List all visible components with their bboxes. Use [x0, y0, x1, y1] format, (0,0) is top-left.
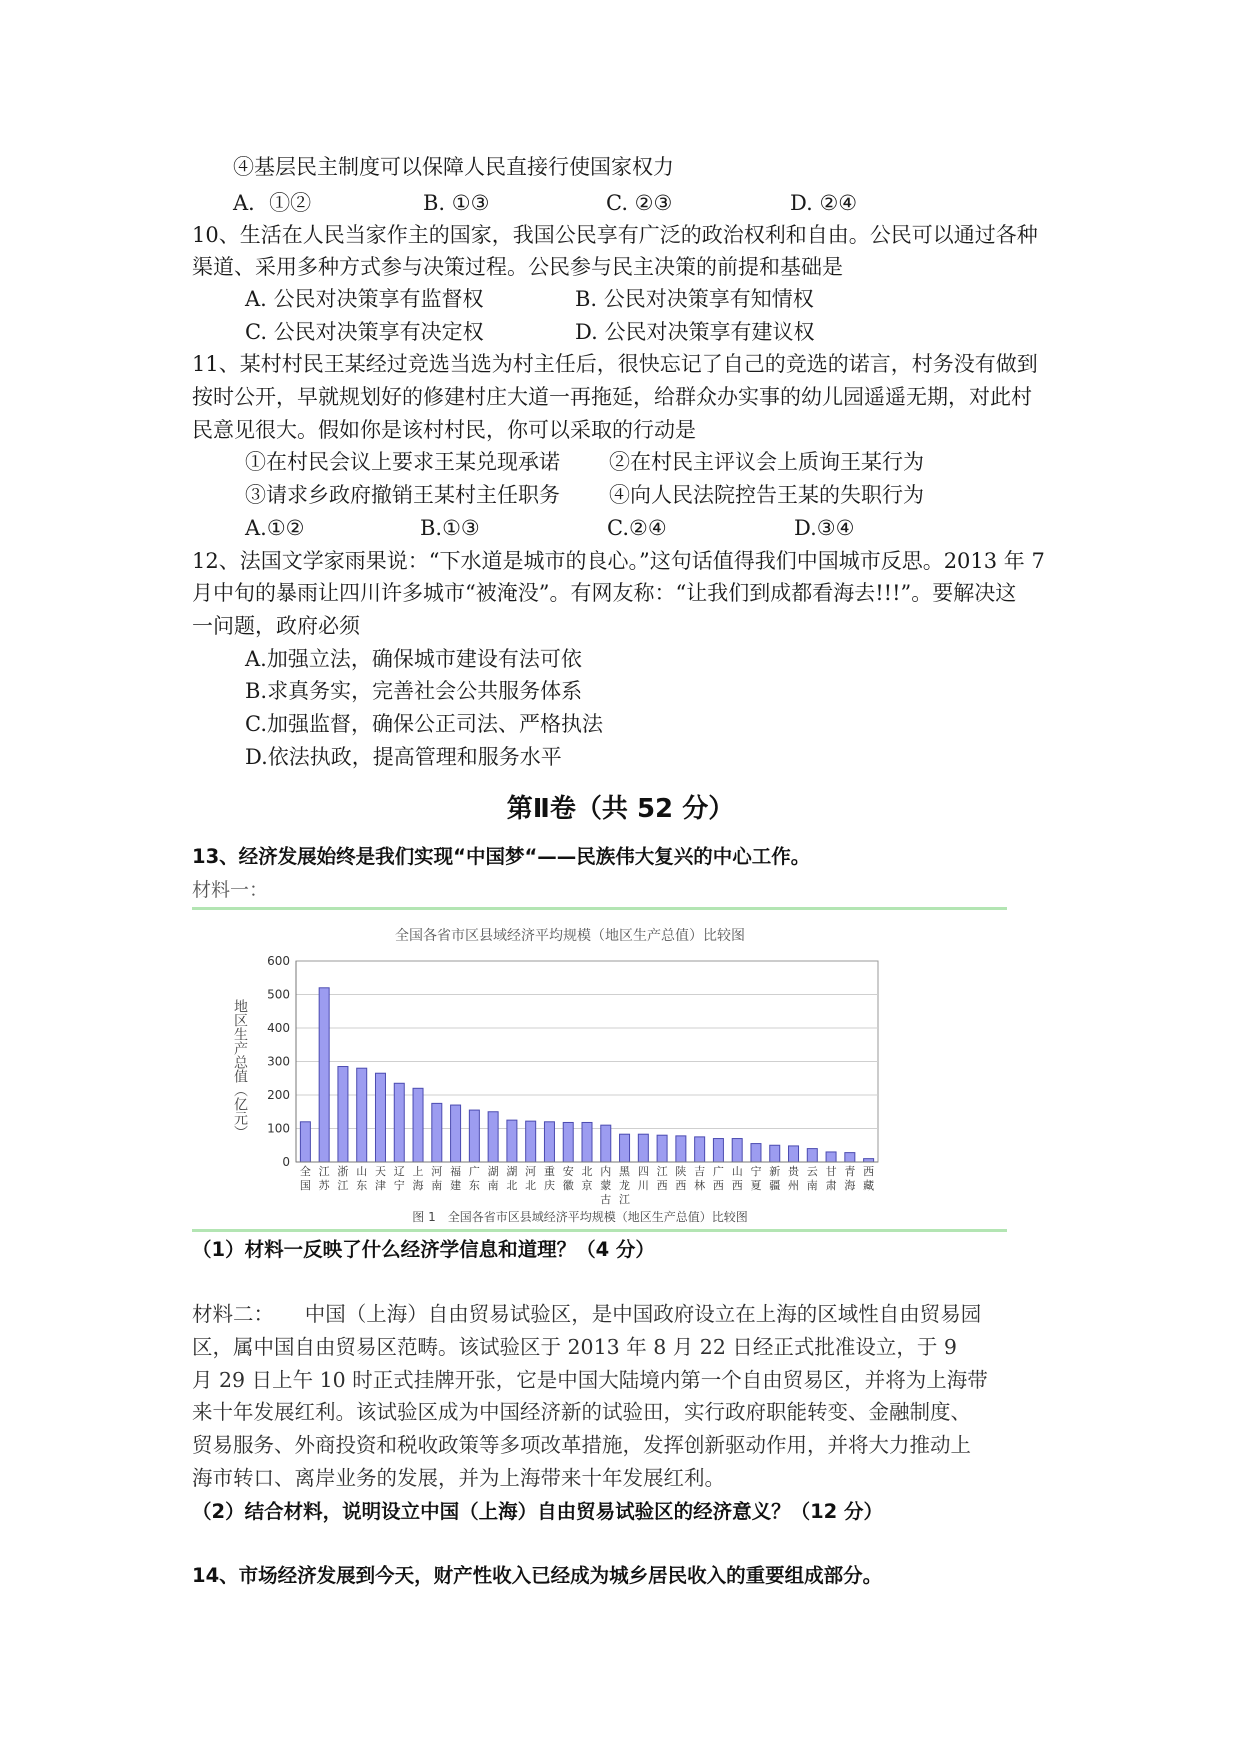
x-tick-label: 辽宁 — [393, 1165, 405, 1192]
x-tick-label: 黑龙江 — [619, 1165, 631, 1206]
bar-辽宁 — [394, 1083, 404, 1162]
bar-安徽 — [563, 1122, 573, 1162]
x-tick-label: 河北 — [525, 1165, 537, 1192]
bar-吉林 — [695, 1137, 705, 1162]
q12-stem-line-2: 月中旬的暴雨让四川许多城市“被淹没”。有网友称：“让我们到成都看海去!!!”。要解决这 — [192, 581, 1017, 605]
q10-choice-a: A. 公民对决策享有监督权 — [245, 287, 484, 311]
divider-rule-top — [192, 907, 1007, 910]
q12-choice-c: C.加强监督，确保公正司法、严格执法 — [245, 712, 603, 736]
y-tick-label: 300 — [267, 1054, 290, 1069]
bar-江苏 — [319, 988, 329, 1162]
q10-choice-b: B. 公民对决策享有知情权 — [575, 287, 814, 311]
q11-statement-3: ③请求乡政府撤销王某村主任职务 — [245, 483, 560, 507]
material-1-label: 材料一： — [192, 879, 269, 901]
x-tick-label: 北京 — [581, 1165, 593, 1192]
q12-choice-a: A.加强立法，确保城市建设有法可依 — [245, 647, 582, 671]
bar-福建 — [451, 1105, 461, 1162]
x-tick-label: 江苏 — [318, 1165, 330, 1192]
x-tick-label: 安徽 — [562, 1165, 574, 1192]
q12-choice-d: D.依法执政，提高管理和服务水平 — [245, 745, 562, 769]
y-tick-label: 600 — [267, 954, 290, 968]
bar-湖北 — [507, 1120, 517, 1162]
q9-choice-c: C. ②③ — [606, 191, 673, 215]
q11-stem-line-3: 民意见很大。假如你是该村村民，你可以采取的行动是 — [192, 418, 696, 442]
divider-rule-bottom — [192, 1229, 1007, 1232]
bar-山东 — [357, 1068, 367, 1162]
bar-江西 — [657, 1135, 667, 1162]
x-tick-label: 广西 — [712, 1165, 724, 1192]
bar-chart — [206, 919, 925, 1226]
q9-choice-a: A．①② — [233, 191, 312, 215]
bar-上海 — [413, 1088, 423, 1162]
x-tick-label: 云南 — [806, 1165, 818, 1192]
bar-重庆 — [544, 1122, 554, 1162]
x-tick-label: 山西 — [731, 1165, 743, 1192]
bar-内蒙古 — [601, 1125, 611, 1162]
bar-云南 — [807, 1149, 817, 1162]
x-tick-label: 上海 — [412, 1165, 424, 1192]
x-tick-label: 西藏 — [863, 1165, 875, 1192]
x-tick-label: 吉林 — [694, 1165, 706, 1192]
x-tick-label: 重庆 — [543, 1165, 555, 1192]
bar-广西 — [713, 1139, 723, 1162]
bar-陕西 — [676, 1136, 686, 1162]
q10-choice-d: D. 公民对决策享有建议权 — [575, 320, 815, 344]
bar-山西 — [732, 1139, 742, 1162]
x-tick-label: 湖北 — [506, 1165, 518, 1192]
x-tick-label: 河南 — [431, 1165, 443, 1192]
y-tick-label: 400 — [267, 1021, 290, 1035]
q10-stem-line-1: 10、生活在人民当家作主的国家，我国公民享有广泛的政治权利和自由。公民可以通过各种 — [192, 223, 1038, 247]
y-tick-label: 500 — [267, 987, 290, 1002]
q13-subquestion-1: （1）材料一反映了什么经济学信息和道理？（4 分） — [192, 1238, 655, 1261]
bar-河南 — [432, 1103, 442, 1162]
material-2-line-6: 海市转口、离岸业务的发展，并为上海带来十年发展红利。 — [192, 1466, 725, 1490]
x-tick-label: 甘肃 — [825, 1165, 837, 1192]
material-2-line-2: 区，属中国自由贸易区范畴。该试验区于 2013 年 8 月 22 日经正式批准设立，于 9 — [192, 1335, 957, 1359]
bar-广东 — [469, 1110, 479, 1162]
q9-choice-b: B. ①③ — [423, 191, 490, 215]
q11-stem-line-2: 按时公开，早就规划好的修建村庄大道一再拖延，给群众办实事的幼儿园遥遥无期，对此村 — [192, 385, 1032, 409]
material-2-line-5: 贸易服务、外商投资和税收政策等多项改革措施，发挥创新驱动作用，并将大力推动上 — [192, 1433, 971, 1457]
bar-贵州 — [789, 1146, 799, 1162]
x-tick-label: 宁夏 — [750, 1165, 762, 1192]
x-tick-label: 四川 — [637, 1165, 649, 1192]
y-tick-label: 0 — [282, 1155, 290, 1169]
y-axis-label: 地区生产总值（亿元） — [232, 999, 248, 1139]
q10-choice-c: C. 公民对决策享有决定权 — [245, 320, 484, 344]
bar-天津 — [375, 1073, 385, 1162]
material-2-line-1: 材料二： 中国（上海）自由贸易试验区，是中国政府设立在上海的区域性自由贸易园 — [192, 1302, 982, 1326]
q11-statement-1: ①在村民会议上要求王某兑现承诺 — [245, 450, 560, 474]
x-tick-label: 陕西 — [675, 1165, 687, 1192]
bar-青海 — [845, 1153, 855, 1162]
q13-stem: 13、经济发展始终是我们实现“中国梦“——民族伟大复兴的中心工作。 — [192, 845, 811, 868]
bar-河北 — [526, 1121, 536, 1162]
x-tick-label: 湖南 — [487, 1165, 499, 1192]
x-tick-label: 内蒙古 — [600, 1165, 612, 1206]
q11-statement-2: ②在村民主评议会上质询王某行为 — [609, 450, 924, 474]
q12-stem-line-1: 12、法国文学家雨果说：“下水道是城市的良心。”这句话值得我们中国城市反思。2013 年 7 — [192, 549, 1045, 573]
q11-choice-b: B.①③ — [420, 516, 480, 540]
material-2-line-3: 月 29 日上午 10 时正式挂牌开张，它是中国大陆境内第一个自由贸易区，并将为上海带 — [192, 1368, 988, 1392]
q11-choice-c: C.②④ — [607, 516, 667, 540]
x-tick-label: 天津 — [374, 1165, 386, 1192]
y-tick-label: 100 — [267, 1121, 290, 1136]
q9-choice-d: D. ②④ — [790, 191, 858, 215]
y-tick-label: 200 — [267, 1088, 290, 1102]
x-tick-label: 全国 — [299, 1165, 311, 1192]
bar-浙江 — [338, 1067, 348, 1162]
bar-黑龙江 — [620, 1134, 630, 1162]
x-tick-label: 山东 — [356, 1165, 368, 1192]
q11-stem-line-1: 11、某村村民王某经过竞选当选为村主任后，很快忘记了自己的竞选的诺言，村务没有做到 — [192, 352, 1038, 376]
bar-宁夏 — [751, 1144, 761, 1162]
q11-choice-a: A.①② — [245, 516, 305, 540]
section-heading: 第Ⅱ卷（共 52 分） — [506, 794, 735, 824]
bar-北京 — [582, 1122, 592, 1162]
y-tick-labels — [267, 954, 290, 1169]
x-tick-labels — [300, 1164, 874, 1206]
q10-stem-line-2: 渠道、采用多种方式参与决策过程。公民参与民主决策的前提和基础是 — [192, 255, 843, 279]
q14-stem: 14、市场经济发展到今天，财产性收入已经成为城乡居民收入的重要组成部分。 — [192, 1564, 883, 1587]
bar-西藏 — [864, 1159, 874, 1162]
chart-title: 全国各省市区县域经济平均规模（地区生产总值）比较图 — [395, 928, 745, 944]
bar-湖南 — [488, 1112, 498, 1162]
x-tick-label: 福建 — [450, 1165, 462, 1192]
x-tick-label: 广东 — [468, 1165, 480, 1192]
x-tick-label: 青海 — [844, 1165, 856, 1192]
x-tick-label: 贵州 — [788, 1165, 800, 1192]
x-tick-label: 新疆 — [769, 1165, 781, 1192]
bar-甘肃 — [826, 1152, 836, 1162]
chart-figure — [206, 919, 925, 1226]
bar-四川 — [638, 1134, 648, 1162]
q11-choice-d: D.③④ — [794, 516, 855, 540]
q11-statement-4: ④向人民法院控告王某的失职行为 — [609, 483, 924, 507]
q13-subquestion-2: （2）结合材料，说明设立中国（上海）自由贸易试验区的经济意义？（12 分） — [192, 1500, 883, 1523]
q9-statement-4: ④基层民主制度可以保障人民直接行使国家权力 — [233, 155, 674, 179]
bar-全国 — [300, 1122, 310, 1162]
chart-caption: 图 1 全国各省市区县域经济平均规模（地区生产总值）比较图 — [412, 1210, 748, 1224]
x-tick-label: 浙江 — [337, 1165, 349, 1192]
x-tick-label: 江西 — [656, 1165, 668, 1192]
bar-新疆 — [770, 1145, 780, 1162]
q12-choice-b: B.求真务实，完善社会公共服务体系 — [245, 679, 583, 703]
q12-stem-line-3: 一问题，政府必须 — [192, 614, 360, 638]
material-2-line-4: 来十年发展红利。该试验区成为中国经济新的试验田，实行政府职能转变、金融制度、 — [192, 1400, 971, 1424]
